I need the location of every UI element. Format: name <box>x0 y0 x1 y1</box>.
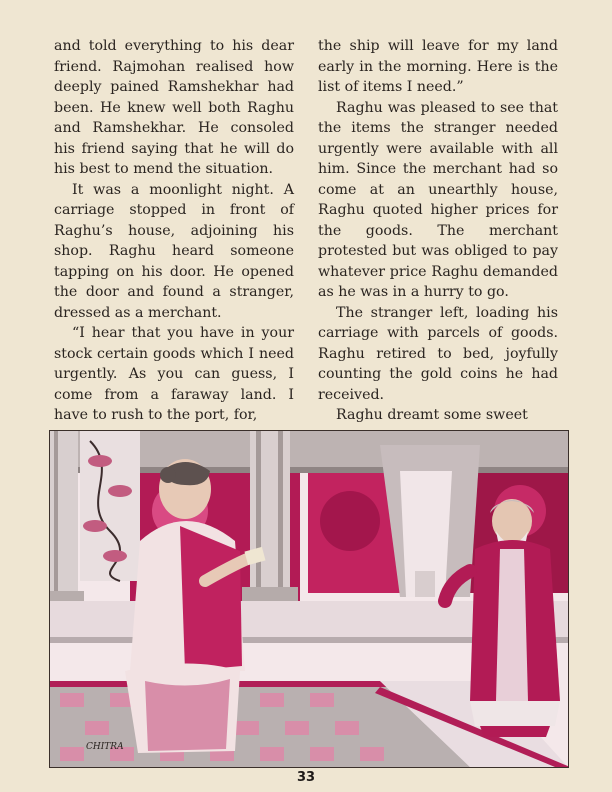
paragraph: It was a moonlight night. A carriage stopped in front of Raghu’s house, adjoining his shop. Raghu heard someone tapping on his door. He opened the door and found a stranger, dressed as a merchant. <box>54 181 294 321</box>
paragraph: and told everything to his dear friend. Rajmohan realised how deeply pained Ramshekhar had been. He knew well both Raghu and Ramshekhar. He consoled his friend saying that he will do his best to mend the situation. <box>54 38 294 177</box>
pillar-center <box>242 431 298 601</box>
vine-leaves <box>80 431 140 581</box>
paragraph: The stranger left, loading his carriage with parcels of goods. Raghu retired to bed, joyfully counting the gold coins he had received. <box>318 304 558 403</box>
paragraph: “I hear that you have in your stock certain goods which I need urgently. As you can guess, I come from a faraway land. I have to rush to the port, for, <box>54 325 294 423</box>
artist-signature: CHITRA <box>86 742 124 752</box>
paragraph: the ship will leave for my land early in the morning. Here is the list of items I need.” <box>318 38 558 95</box>
text-column-left <box>54 36 294 426</box>
story-illustration <box>49 430 569 768</box>
illustration-scene <box>50 431 568 767</box>
paragraph: Raghu was pleased to see that the items the stranger needed urgently were available with all him. Since the merchant had so come at an unearthly house, Raghu quoted higher prices for the goods. The merchant protested but was obliged to pay whatever price Raghu demanded as he was in a hurry to go. <box>318 99 558 300</box>
page-number: 33 <box>296 770 316 785</box>
paragraph: Raghu dreamt some sweet <box>336 407 528 423</box>
text-column-right <box>318 36 558 426</box>
